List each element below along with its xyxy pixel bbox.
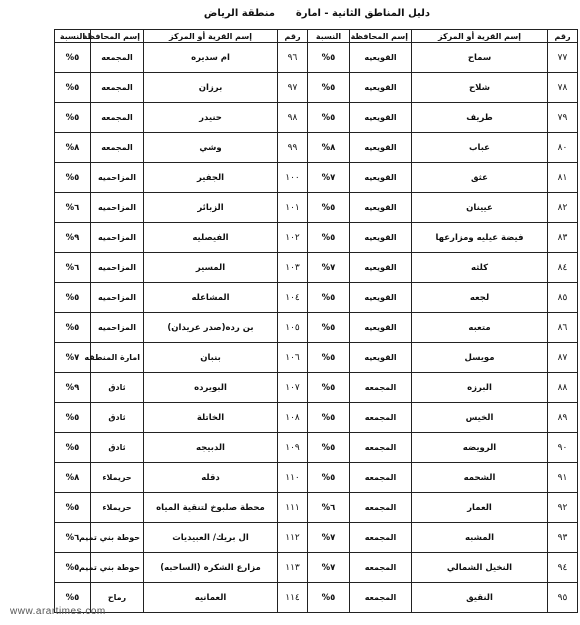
cell-gov: المجمعه — [350, 463, 412, 493]
cell-name: بنبان — [144, 343, 278, 373]
cell-pct: ٥% — [55, 553, 91, 583]
cell-gov: ثادق — [91, 403, 144, 433]
cell-gov: القويعيه — [350, 133, 412, 163]
cell-pct: ٥% — [308, 223, 350, 253]
table-row — [55, 553, 308, 583]
cell-pct: ٥% — [308, 373, 350, 403]
cell-num: ١١٤ — [278, 583, 308, 613]
header-num: رقم — [548, 30, 578, 43]
cell-gov: المزاحميه — [91, 223, 144, 253]
table-row — [308, 163, 578, 193]
header-gov: إسم المحافظة — [350, 30, 412, 43]
table-row — [308, 373, 578, 403]
cell-name: متعبه — [412, 313, 548, 343]
cell-name: الشحمه — [412, 463, 548, 493]
region-title: منطقة الرياض — [203, 8, 275, 19]
header-row — [55, 30, 308, 43]
cell-gov: المزاحميه — [91, 313, 144, 343]
cell-name: المشاعله — [144, 283, 278, 313]
cell-name: البرزه — [412, 373, 548, 403]
cell-name: شلاح — [412, 73, 548, 103]
table-row — [308, 43, 578, 73]
cell-name: لجعه — [412, 283, 548, 313]
header-num: رقم — [278, 30, 308, 43]
cell-num: ٨٤ — [548, 253, 578, 283]
cell-gov: القويعيه — [350, 43, 412, 73]
cell-name: فيضة عيليه ومزارعها — [412, 223, 548, 253]
table-row — [308, 343, 578, 373]
header-name: إسم القرية أو المركز — [412, 30, 548, 43]
cell-num: ١٠٩ — [278, 433, 308, 463]
cell-gov: حريملاء — [91, 463, 144, 493]
cell-name: الفيصليه — [144, 223, 278, 253]
header-pct: النسبة — [308, 30, 350, 43]
cell-pct: ٥% — [308, 43, 350, 73]
table-row — [55, 373, 308, 403]
cell-gov: المزاحميه — [91, 163, 144, 193]
table-row — [308, 73, 578, 103]
cell-pct: ٧% — [308, 253, 350, 283]
cell-name: الدبيجه — [144, 433, 278, 463]
cell-gov: المزاحميه — [91, 193, 144, 223]
cell-name: وشي — [144, 133, 278, 163]
cell-gov: المجمعه — [350, 553, 412, 583]
table-row — [308, 493, 578, 523]
header-row — [308, 30, 578, 43]
cell-num: ١٠٦ — [278, 343, 308, 373]
cell-num: ٩١ — [548, 463, 578, 493]
cell-gov: القويعيه — [350, 343, 412, 373]
table-row — [308, 523, 578, 553]
cell-gov: المجمعه — [91, 133, 144, 163]
cell-gov: المجمعه — [350, 403, 412, 433]
cell-num: ١٠٧ — [278, 373, 308, 403]
cell-num: ٨٩ — [548, 403, 578, 433]
cell-pct: ٥% — [55, 493, 91, 523]
table-row — [308, 133, 578, 163]
cell-num: ١١٠ — [278, 463, 308, 493]
cell-gov: القويعيه — [350, 283, 412, 313]
cell-pct: ٧% — [308, 163, 350, 193]
cell-gov: المجمعه — [350, 523, 412, 553]
cell-pct: ٩% — [55, 373, 91, 403]
table-row — [55, 403, 308, 433]
cell-gov: حريملاء — [91, 493, 144, 523]
cell-num: ٩٤ — [548, 553, 578, 583]
cell-pct: ٥% — [55, 313, 91, 343]
cell-name: سماح — [412, 43, 548, 73]
cell-pct: ٥% — [308, 313, 350, 343]
cell-pct: ٥% — [55, 73, 91, 103]
table-row — [308, 253, 578, 283]
cell-pct: ٦% — [55, 523, 91, 553]
cell-gov: المجمعه — [350, 433, 412, 463]
cell-pct: ٥% — [308, 463, 350, 493]
cell-name: مويسل — [412, 343, 548, 373]
cell-name: بن رده(صدر عريدان) — [144, 313, 278, 343]
cell-num: ٧٩ — [548, 103, 578, 133]
cell-pct: ٥% — [308, 343, 350, 373]
cell-num: ٨٠ — [548, 133, 578, 163]
cell-num: ١٠١ — [278, 193, 308, 223]
table-row — [308, 433, 578, 463]
cell-pct: ٨% — [308, 133, 350, 163]
cell-num: ٩٨ — [278, 103, 308, 133]
cell-gov: المجمعه — [91, 43, 144, 73]
table-row — [55, 493, 308, 523]
right-table — [307, 29, 578, 613]
table-row — [55, 43, 308, 73]
cell-gov: امارة المنطقه — [91, 343, 144, 373]
cell-num: ١٠٢ — [278, 223, 308, 253]
cell-gov: القويعيه — [350, 193, 412, 223]
table-row — [55, 523, 308, 553]
table-row — [308, 103, 578, 133]
cell-name: دقله — [144, 463, 278, 493]
cell-name: الجفير — [144, 163, 278, 193]
cell-name: مزارع الشكره (الساحبه) — [144, 553, 278, 583]
cell-pct: ٧% — [308, 553, 350, 583]
cell-pct: ٥% — [308, 403, 350, 433]
right-table-body — [308, 43, 578, 613]
header-gov: إسم المحافظة — [91, 30, 144, 43]
cell-gov: القويعيه — [350, 73, 412, 103]
cell-pct: ٥% — [55, 583, 91, 613]
cell-pct: ٥% — [55, 103, 91, 133]
cell-num: ٩٧ — [278, 73, 308, 103]
cell-gov: المزاحميه — [91, 253, 144, 283]
table-row — [308, 283, 578, 313]
cell-num: ٨٨ — [548, 373, 578, 403]
cell-gov: المجمعه — [350, 493, 412, 523]
cell-name: عيينان — [412, 193, 548, 223]
cell-gov: القويعيه — [350, 313, 412, 343]
cell-num: ٨٢ — [548, 193, 578, 223]
cell-gov: المزاحميه — [91, 283, 144, 313]
table-row — [55, 73, 308, 103]
cell-name: النقيق — [412, 583, 548, 613]
cell-gov: حوطة بني تميم — [91, 523, 144, 553]
table-row — [308, 463, 578, 493]
left-table-body — [55, 43, 308, 613]
cell-num: ٩٣ — [548, 523, 578, 553]
cell-gov: القويعيه — [350, 103, 412, 133]
cell-name: العمانيه — [144, 583, 278, 613]
cell-name: الزبائر — [144, 193, 278, 223]
table-row — [55, 193, 308, 223]
cell-pct: ٥% — [308, 283, 350, 313]
header-name: إسم القرية أو المركز — [144, 30, 278, 43]
cell-gov: المجمعه — [91, 103, 144, 133]
table-row — [308, 223, 578, 253]
cell-pct: ٥% — [55, 433, 91, 463]
cell-name: برزان — [144, 73, 278, 103]
cell-num: ٧٧ — [548, 43, 578, 73]
table-row — [55, 223, 308, 253]
cell-pct: ٥% — [308, 433, 350, 463]
guide-title: دليل المناطق الثانية - امارة — [295, 8, 430, 19]
cell-num: ٨٣ — [548, 223, 578, 253]
cell-pct: ٥% — [55, 403, 91, 433]
header-pct: النسبة — [55, 30, 91, 43]
cell-gov: رماح — [91, 583, 144, 613]
table-row — [55, 163, 308, 193]
page-header — [0, 6, 580, 24]
cell-num: ١٠٠ — [278, 163, 308, 193]
cell-num: ١٠٥ — [278, 313, 308, 343]
cell-name: العمار — [412, 493, 548, 523]
cell-gov: ثادق — [91, 433, 144, 463]
cell-num: ٩٩ — [278, 133, 308, 163]
table-row — [308, 193, 578, 223]
cell-pct: ٥% — [308, 73, 350, 103]
cell-pct: ٥% — [308, 103, 350, 133]
table-row — [55, 253, 308, 283]
cell-name: الخاتلة — [144, 403, 278, 433]
cell-name: ال بريك/ العبيديات — [144, 523, 278, 553]
cell-pct: ٥% — [308, 583, 350, 613]
cell-num: ٩٢ — [548, 493, 578, 523]
cell-gov: حوطة بني تميم — [91, 553, 144, 583]
cell-num: ١٠٤ — [278, 283, 308, 313]
cell-num: ٨٥ — [548, 283, 578, 313]
cell-name: طريف — [412, 103, 548, 133]
cell-pct: ٩% — [55, 223, 91, 253]
cell-pct: ٨% — [55, 463, 91, 493]
cell-gov: المجمعه — [350, 373, 412, 403]
cell-num: ٨٦ — [548, 313, 578, 343]
table-row — [55, 343, 308, 373]
cell-pct: ٦% — [55, 193, 91, 223]
left-table — [54, 29, 308, 613]
cell-gov: القويعيه — [350, 253, 412, 283]
cell-pct: ٥% — [308, 193, 350, 223]
cell-num: ١٠٨ — [278, 403, 308, 433]
cell-num: ٧٨ — [548, 73, 578, 103]
cell-name: كلثه — [412, 253, 548, 283]
watermark: www.arartimes.com — [10, 606, 106, 617]
table-row — [55, 133, 308, 163]
cell-num: ١١٣ — [278, 553, 308, 583]
cell-name: ام سديره — [144, 43, 278, 73]
table-row — [55, 433, 308, 463]
cell-name: عباب — [412, 133, 548, 163]
table-row — [308, 583, 578, 613]
cell-num: ٩٠ — [548, 433, 578, 463]
cell-pct: ٥% — [55, 283, 91, 313]
cell-name: حنيدر — [144, 103, 278, 133]
cell-num: ١١١ — [278, 493, 308, 523]
cell-name: الخيس — [412, 403, 548, 433]
cell-gov: ثادق — [91, 373, 144, 403]
cell-num: ٩٥ — [548, 583, 578, 613]
cell-num: ١١٢ — [278, 523, 308, 553]
cell-num: ٨٧ — [548, 343, 578, 373]
table-row — [308, 553, 578, 583]
cell-name: المسير — [144, 253, 278, 283]
cell-name: محطة صلبوخ لتنقية المياه — [144, 493, 278, 523]
cell-pct: ٥% — [55, 163, 91, 193]
table-row — [308, 313, 578, 343]
cell-gov: القويعيه — [350, 223, 412, 253]
cell-pct: ٧% — [308, 523, 350, 553]
cell-pct: ٦% — [308, 493, 350, 523]
cell-num: ٨١ — [548, 163, 578, 193]
cell-gov: المجمعه — [350, 583, 412, 613]
cell-pct: ٧% — [55, 343, 91, 373]
cell-name: النخيل الشمالي — [412, 553, 548, 583]
table-row — [55, 313, 308, 343]
cell-gov: القويعيه — [350, 163, 412, 193]
cell-num: ١٠٣ — [278, 253, 308, 283]
table-row — [55, 283, 308, 313]
cell-pct: ٦% — [55, 253, 91, 283]
table-row — [55, 463, 308, 493]
cell-pct: ٨% — [55, 133, 91, 163]
cell-name: عثق — [412, 163, 548, 193]
table-row — [308, 403, 578, 433]
cell-gov: المجمعه — [91, 73, 144, 103]
table-row — [55, 103, 308, 133]
cell-num: ٩٦ — [278, 43, 308, 73]
cell-name: الرويضه — [412, 433, 548, 463]
cell-pct: ٥% — [55, 43, 91, 73]
cell-name: المشبه — [412, 523, 548, 553]
cell-name: البويرده — [144, 373, 278, 403]
